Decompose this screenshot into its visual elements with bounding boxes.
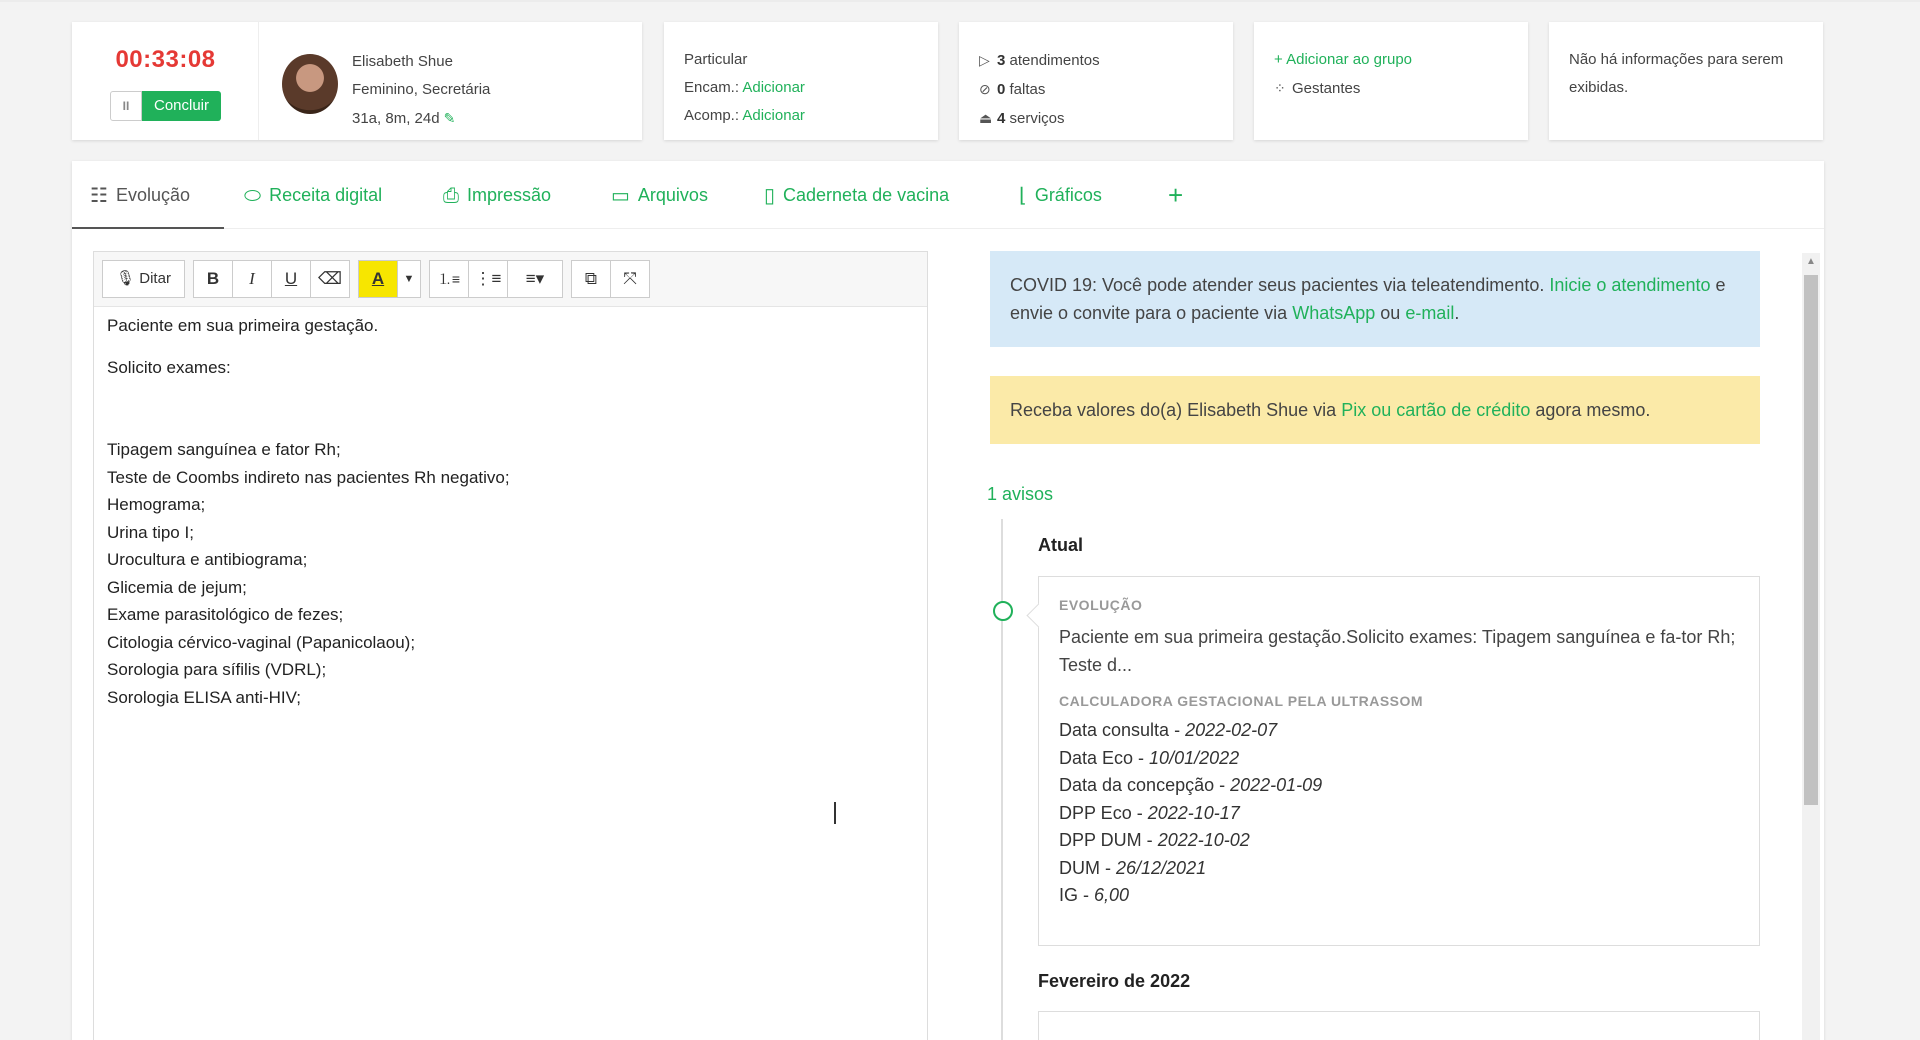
pause-button[interactable]: II [110, 91, 142, 121]
add-encam-link[interactable]: Adicionar [742, 79, 805, 96]
calc-item: DUM - 26/12/2021 [1059, 857, 1207, 878]
patient-info [352, 48, 490, 133]
calc-item: Data da concepção - 2022-01-09 [1059, 775, 1323, 795]
stat-faltas: ⊘ 0 faltas [979, 75, 1213, 104]
pill-icon: ⬭ [244, 185, 262, 207]
editor-line: Sorologia ELISA anti-HIV; [107, 687, 302, 707]
patient-age: 31a, 8m, 24d [352, 110, 440, 127]
editor-line: Citologia cérvico-vaginal (Papanicolaou); [107, 632, 416, 652]
calc-item: DPP Eco - 2022-10-17 [1059, 802, 1240, 823]
tab-arquivos[interactable]: ▭ Arquivos [611, 161, 708, 229]
tab-impressao[interactable]: ⎙ Impressão [443, 161, 551, 229]
calc-item: Data consulta - 2022-02-07 [1059, 720, 1278, 740]
no-info-card [1549, 22, 1823, 140]
avisos-link[interactable]: 1 avisos [987, 484, 1054, 504]
add-tab-button[interactable] [1168, 161, 1183, 229]
scroll-thumb[interactable] [1804, 275, 1818, 805]
ban-icon: ⊘ [979, 81, 991, 97]
no-info-text: Não há informações para serem exibidas. [1569, 51, 1784, 96]
timeline-month-label: Fevereiro de 2022 [1038, 971, 1191, 991]
editor-line: Paciente em sua primeira gestação. [107, 316, 379, 335]
stat-atendimentos: ▷ 3 atendimentos [979, 46, 1213, 75]
patient-details: Feminino, Secretária [352, 81, 491, 98]
pix-card-link[interactable]: Pix ou cartão de crédito [1341, 400, 1531, 420]
active-tab-indicator [72, 227, 224, 229]
plan-card [664, 22, 938, 140]
covid-banner: COVID 19: Você pode atender seus pacientes via teleatendimento. Inicie o atendimento e envie o convite para o paciente via WhatsApp ou e-mail. [990, 251, 1760, 347]
play-icon: ▷ [979, 52, 990, 68]
editor-line: Glicemia de jejum; [107, 577, 247, 597]
vaccine-book-icon: ▯ [764, 185, 776, 207]
copy-icon[interactable]: ⧉ [571, 260, 611, 298]
scrollbar[interactable] [1802, 253, 1820, 1040]
tab-bar [72, 161, 1824, 229]
calculator-title: CALCULADORA GESTACIONAL PELA ULTRASSOM [1059, 693, 1424, 709]
text-editor [93, 251, 928, 1040]
add-group-link[interactable]: + Adicionar ao grupo [1274, 51, 1413, 68]
italic-button[interactable]: I [232, 260, 272, 298]
dictate-button[interactable]: 🎙 Ditar [102, 260, 185, 298]
align-button[interactable]: ≡▾ [507, 260, 563, 298]
evolution-summary: Paciente em sua primeira gestação.Solicito exames: Tipagem sanguínea e fa-tor Rh; Teste d... [1059, 627, 1736, 675]
calc-item: IG - 6,00 [1059, 885, 1130, 905]
acomp-label: Acomp.: [684, 107, 740, 124]
editor-line: Hemograma; [107, 495, 206, 514]
editor-line: Tipagem sanguínea e fator Rh; [107, 440, 341, 459]
tab-graficos[interactable]: ⌊ Gráficos [1019, 161, 1102, 229]
email-link[interactable]: e-mail [1405, 303, 1455, 323]
payment-banner: Receba valores do(a) Elisabeth Shue via Pix ou cartão de crédito agora mesmo. [990, 376, 1760, 444]
stat-servicos: ⏏ 4 serviços [979, 104, 1213, 133]
avatar [282, 54, 338, 114]
underline-button[interactable]: U [271, 260, 311, 298]
patient-header-card [72, 22, 642, 140]
editor-toolbar [94, 252, 927, 307]
group-item: ⁘ Gestantes [1274, 74, 1508, 103]
timeline-current-label: Atual [1038, 535, 1083, 555]
editor-line: Teste de Coombs indireto nas pacientes Rh negativo; [107, 467, 510, 487]
main-panel [72, 161, 1824, 1040]
tab-evolucao[interactable]: ☷ Evolução [90, 161, 190, 229]
editor-line: Sorologia para sífilis (VDRL); [107, 660, 327, 679]
list-icon: ☷ [90, 185, 108, 207]
grid-icon: ⁘ [1274, 80, 1286, 96]
eject-icon: ⏏ [979, 110, 993, 126]
editor-line: Urocultura e antibiograma; [107, 550, 308, 569]
timer-section [72, 22, 259, 140]
bold-button[interactable]: B [193, 260, 233, 298]
tab-receita-digital[interactable]: ⬭ Receita digital [244, 161, 382, 229]
evolution-entry-card[interactable] [1038, 576, 1760, 946]
fullscreen-icon[interactable]: ⤧ [610, 260, 650, 298]
editor-line: Solicito exames: [107, 357, 231, 377]
timeline-line [1001, 519, 1003, 1040]
eraser-icon[interactable]: ⌫ [310, 260, 350, 298]
whatsapp-link[interactable]: WhatsApp [1292, 303, 1376, 323]
editor-line [107, 381, 510, 436]
patient-name: Elisabeth Shue [352, 53, 453, 70]
calculator-list [1059, 717, 1739, 910]
stats-card [959, 22, 1233, 140]
plus-icon: + [1274, 51, 1283, 68]
highlight-color-button[interactable]: A [358, 260, 398, 298]
editor-line: Urina tipo I; [107, 522, 194, 542]
patient-age-row [352, 104, 490, 133]
chart-icon: ⌊ [1019, 185, 1027, 207]
folder-icon: ▭ [611, 185, 630, 207]
encam-label: Encam.: [684, 79, 740, 96]
add-acomp-link[interactable]: Adicionar [742, 107, 805, 124]
group-card [1254, 22, 1528, 140]
microphone-icon: 🎙 [116, 270, 136, 287]
printer-icon: ⎙ [443, 185, 459, 207]
plus-icon: + [1168, 180, 1184, 210]
editor-line: Exame parasitológico de fezes; [107, 605, 344, 624]
calc-item: Data Eco - 10/01/2022 [1059, 747, 1240, 768]
ordered-list-button[interactable]: ⒈≡ [429, 260, 469, 298]
calc-item: DPP DUM - 2022-10-02 [1059, 830, 1250, 850]
pencil-icon[interactable]: ✎ [443, 110, 456, 126]
evolution-title: EVOLUÇÃO [1059, 597, 1143, 613]
plan-type: Particular [684, 51, 748, 68]
editor-content[interactable] [107, 312, 510, 711]
tab-caderneta-vacina[interactable]: ▯ Caderneta de vacina [764, 161, 949, 229]
session-timer: 00:33:08 [115, 46, 216, 73]
timeline-dot [993, 601, 1013, 621]
scroll-up-arrow[interactable]: ▲ [1806, 256, 1816, 267]
start-teleconsult-link[interactable]: Inicie o atendimento [1549, 275, 1711, 295]
top-divider [0, 0, 1920, 2]
chevron-down-icon[interactable]: ▼ [397, 260, 421, 298]
conclude-button[interactable]: Concluir [142, 91, 221, 121]
unordered-list-button[interactable]: ⋮≡ [468, 260, 508, 298]
next-entry-card[interactable] [1038, 1011, 1760, 1040]
text-cursor [834, 802, 836, 824]
